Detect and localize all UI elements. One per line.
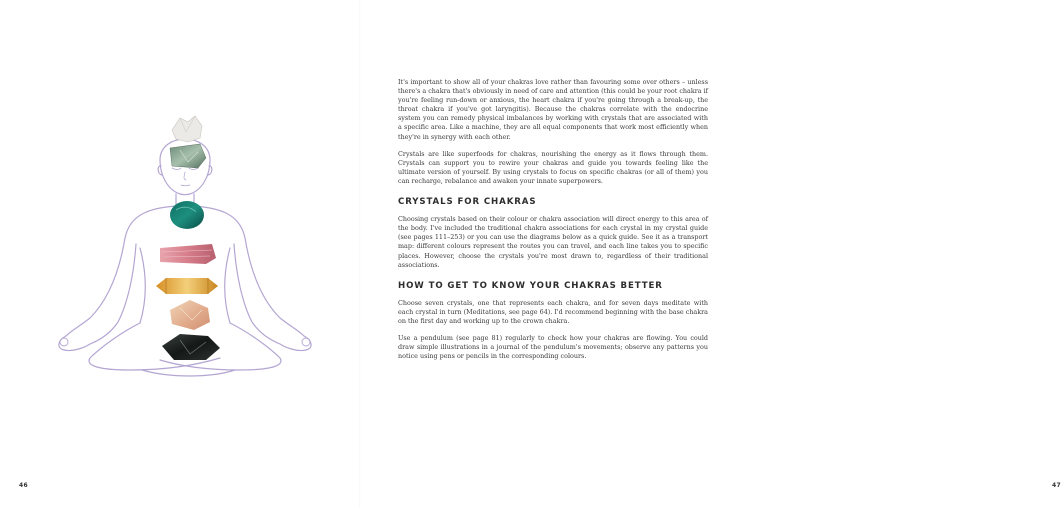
left-page (0, 0, 360, 508)
solar-plexus-crystal (156, 278, 218, 294)
third-eye-crystal (170, 144, 206, 168)
paragraph: It's important to show all of your chakras love rather than favouring some over others – unless there's a chakra that's obviously in need of care and attention (this could be your root chakra if you're feeling run-down or anxious, the heart chakra if you're going through a break-up, the throat chakra if you've got laryngitis). Because the chakras correlate with the endocrine system you can remedy physical imbalances by working with crystals that are associated with a specific area. Like a machine, they are all equal components that work most efficiently when they're in synergy with each other. (398, 78, 708, 141)
page-number-left: 46 (19, 482, 28, 489)
paragraph: Choosing crystals based on their colour or chakra association will direct energy to this area of the body. I've included the traditional chakra associations for each crystal in my crystal guide (see pages 111–253) or you can use the diagrams below as a quick guide. See it as a transport map: different colours represent the routes you can travel, and each line takes you to specific places. However, choose the crystals you're most drawn to, regardless of their traditional associations. (398, 215, 708, 269)
root-crystal (162, 334, 220, 360)
heart-crystal (160, 244, 216, 264)
page-number-right: 47 (1052, 482, 1061, 489)
paragraph: Crystals are like superfoods for chakras, nourishing the energy as it flows through them. Crystals can support you to rewire your chakras and guide you towards feeling like the ultimate version of yourself. By using crystals to focus on specific chakras (or all of them) you can recharge, rebalance and awaken your innate superpowers. (398, 149, 708, 185)
crown-crystal (172, 116, 202, 142)
sacral-crystal (170, 300, 210, 330)
throat-crystal (170, 201, 204, 229)
paragraph: Use a pendulum (see page 81) regularly to check how your chakras are flowing. You could draw simple illustrations in a journal of the pendulum's movements; observe any patterns you notice using pens or pencils in the corresponding colours. (398, 334, 708, 361)
right-page (360, 0, 1061, 508)
section-heading-crystals: CRYSTALS FOR CHAKRAS (398, 197, 537, 208)
paragraph: Choose seven crystals, one that represents each chakra, and for seven days meditate with each crystal in turn (Meditations, see page 64). I'd recommend beginning with the base chakra on the first day and working up to the crown chakra. (398, 298, 708, 325)
chakra-illustration (30, 108, 350, 408)
section-heading-know-chakras: HOW TO GET TO KNOW YOUR CHAKRAS BETTER (398, 280, 663, 291)
body-text (398, 78, 708, 369)
